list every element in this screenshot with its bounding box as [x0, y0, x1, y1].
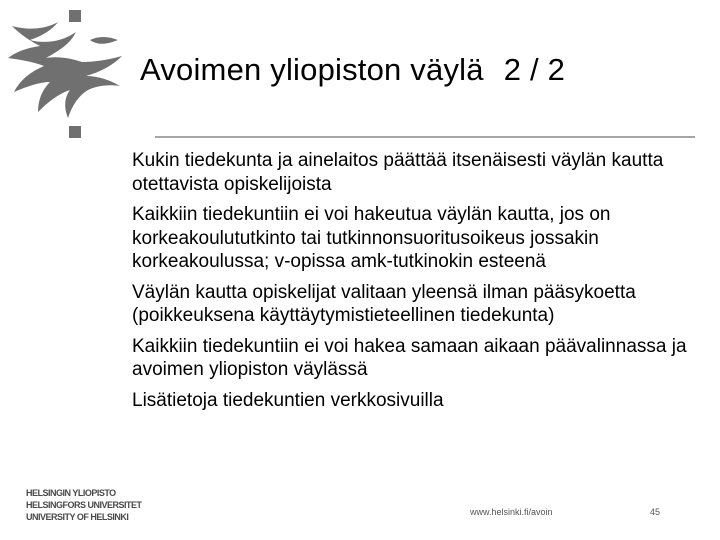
bullet-item: Lisätietoja tiedekuntien verkkosivuilla — [132, 389, 444, 411]
bullet-item: Väylän kautta opiskelijat valitaan yleensä ilman pääsykoetta (poikkeuksena käyttäytymistieteellinen tiedekunta) — [132, 281, 636, 326]
university-name-sv: HELSINGFORS UNIVERSITET — [26, 500, 142, 510]
bullet-list — [132, 149, 702, 419]
footer-page-number: 45 — [650, 507, 661, 517]
university-flame-logo-icon — [0, 0, 140, 160]
bullet-item: Kaikkiin tiedekuntiin ei voi hakeutua väylän kautta, jos on korkeakoulututkinto tai tutkinnonsuoritusoikeus jossakin korkeakoulussa; v-opissa amk-tutkinokin esteenä — [132, 204, 611, 272]
bullet-item: Kaikkiin tiedekuntiin ei voi hakea samaan aikaan päävalinnassa ja avoimen yliopiston väylässä — [132, 335, 687, 380]
bullet-item: Kukin tiedekunta ja ainelaitos päättää itsenäisesti väylän kautta otettavista opiskelijoista — [132, 150, 664, 195]
university-name — [26, 487, 142, 523]
footer-url: www.helsinki.fi/avoin — [470, 507, 553, 517]
slide-title-text: Avoimen yliopiston väylä — [140, 52, 484, 87]
university-name-fi: HELSINGIN YLIOPISTO — [26, 488, 116, 498]
university-logo — [0, 0, 140, 160]
university-name-en: UNIVERSITY OF HELSINKI — [26, 512, 129, 522]
slide-title-page: 2 / 2 — [503, 52, 566, 87]
title-divider — [155, 136, 695, 138]
slide-title — [140, 50, 565, 90]
